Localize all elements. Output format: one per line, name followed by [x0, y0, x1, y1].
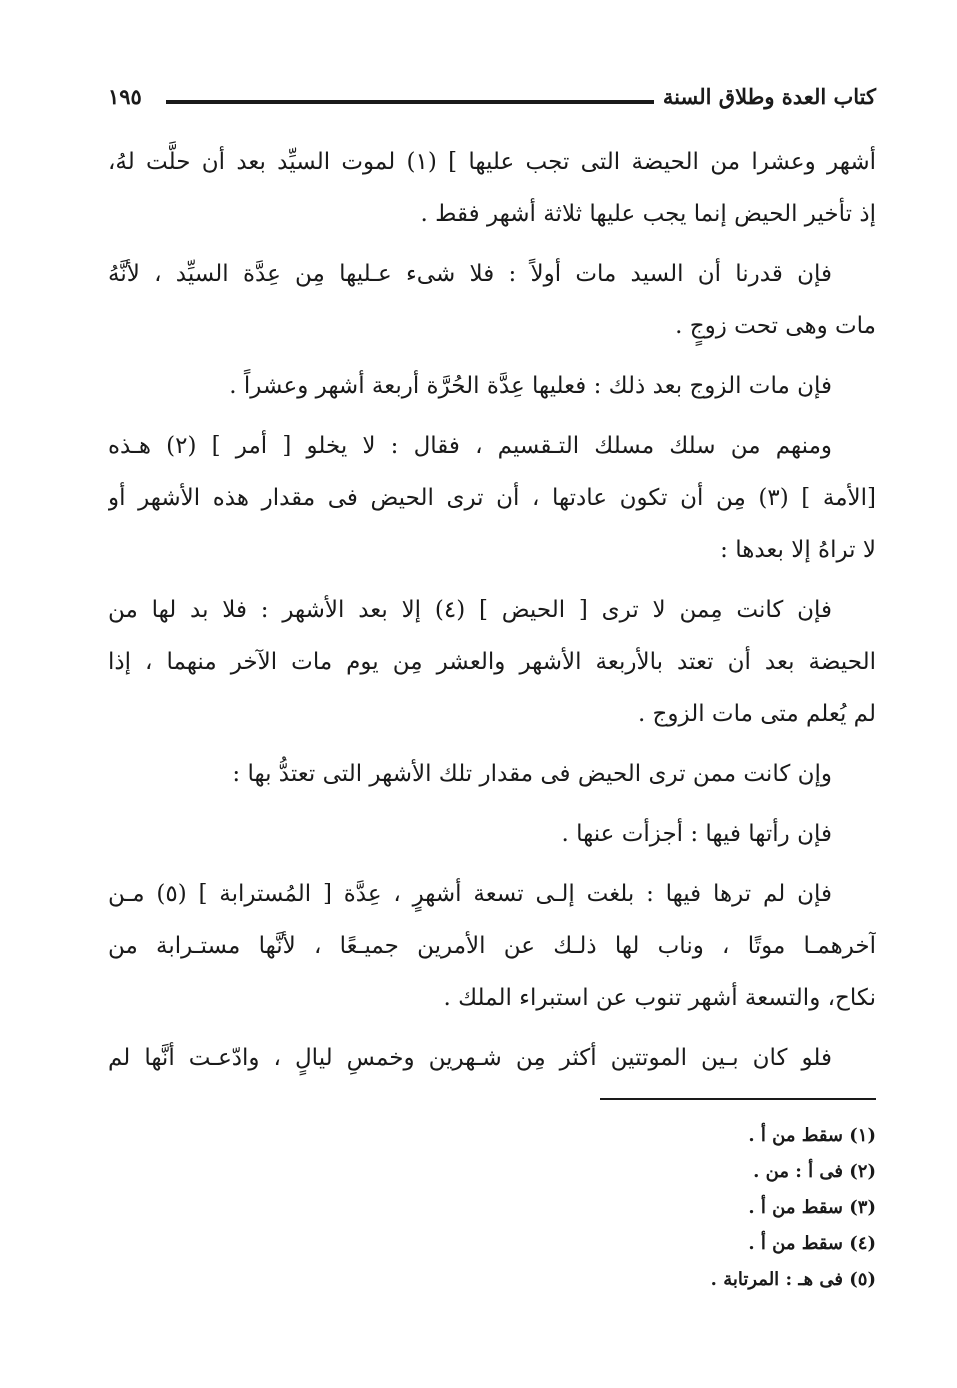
- text-line: الحيضة بعد أن تعتد بالأربعة الأشهر والعشر مِن يوم مات الآخر منهما ، إذا: [108, 649, 876, 675]
- text-line: لم يُعلم متى مات الزوج .: [637, 701, 876, 727]
- paragraph: [108, 748, 876, 800]
- text-line: فإن لم ترها فيها : بلغت إلـى تسعة أشهرٍ ، عِدَّة [ المُسترابة ] (٥) مـن: [108, 881, 832, 907]
- text-line: فإن رأتها فيها : أجزأت عنها .: [561, 821, 832, 847]
- footnote: (١) سقط من أ .: [748, 1125, 876, 1146]
- text-line: أشهر وعشرا من الحيضة التى تجب عليها ] (١) لموت السيِّد بعد أن حلَّت لهُ،: [108, 149, 876, 175]
- text-line: فإن كانت مِمن لا ترى [ الحيض ] (٤) إلا بعد الأشهر : فلا بد لها من: [108, 597, 832, 623]
- text-line: فإن مات الزوج بعد ذلك : فعليها عِدَّة الحُرَّة أربعة أشهر وعشراً .: [229, 373, 832, 399]
- paragraph: [108, 808, 876, 860]
- footnotes: [476, 1118, 876, 1298]
- footnote: (٥) فى هـ : المرتابة .: [710, 1269, 876, 1290]
- paragraph: [108, 136, 876, 240]
- text-line: نكاح، والتسعة أشهر تنوب عن استبراء الملك .: [443, 985, 876, 1011]
- footnote: (٤) سقط من أ .: [748, 1233, 876, 1254]
- paragraph: [108, 360, 876, 412]
- paragraph: [108, 420, 876, 576]
- paragraph: [108, 248, 876, 352]
- footnote: (٣) سقط من أ .: [748, 1197, 876, 1218]
- text-line: إذ تأخير الحيض إنما يجب عليها ثلاثة أشهر فقط .: [420, 201, 876, 227]
- paragraph: [108, 868, 876, 1024]
- header-rule: [166, 100, 654, 104]
- page-number: ١٩٥: [108, 84, 142, 109]
- footnote: (٢) فى أ : من .: [753, 1161, 876, 1182]
- text-line: [الأمة ] (٣) مِن أن تكون عادتها ، أن ترى الحيض فى مقدار هذه الأشهر أو: [108, 485, 876, 511]
- text-line: ومنهم من سلك مسلك التـقسيم ، فقال : لا يخلو [ أمر ] (٢) هـذه: [108, 433, 833, 459]
- footnote-divider: [600, 1098, 876, 1100]
- running-title: كتاب العدة وطلاق السنة: [662, 84, 876, 109]
- paragraph: [108, 1032, 876, 1084]
- text-line: وإن كانت ممن ترى الحيض فى مقدار تلك الأشهر التى تعتدُّ بها :: [232, 761, 832, 787]
- running-header: [108, 82, 876, 118]
- text-line: لا تراهُ إلا بعدها :: [720, 537, 876, 563]
- text-line: آخرهمـا موتًا ، وناب لها ذلـك عن الأمرين جميـعًا ، لأنَّها مستـرابة من: [108, 933, 876, 959]
- text-line: فإن قدرنا أن السيد مات أولاً : فلا شىء عـليها مِن عِدَّة السيِّد ، لأنَّهُ: [108, 261, 832, 287]
- paragraph: [108, 584, 876, 740]
- text-line: فلو كان بـين الموتتين أكثر مِن شـهرين وخمسِ ليالٍ ، وادّعـت أنَّها لم: [108, 1045, 832, 1071]
- body-text: [108, 136, 876, 1092]
- text-line: مات وهى تحت زوجٍ .: [675, 313, 876, 339]
